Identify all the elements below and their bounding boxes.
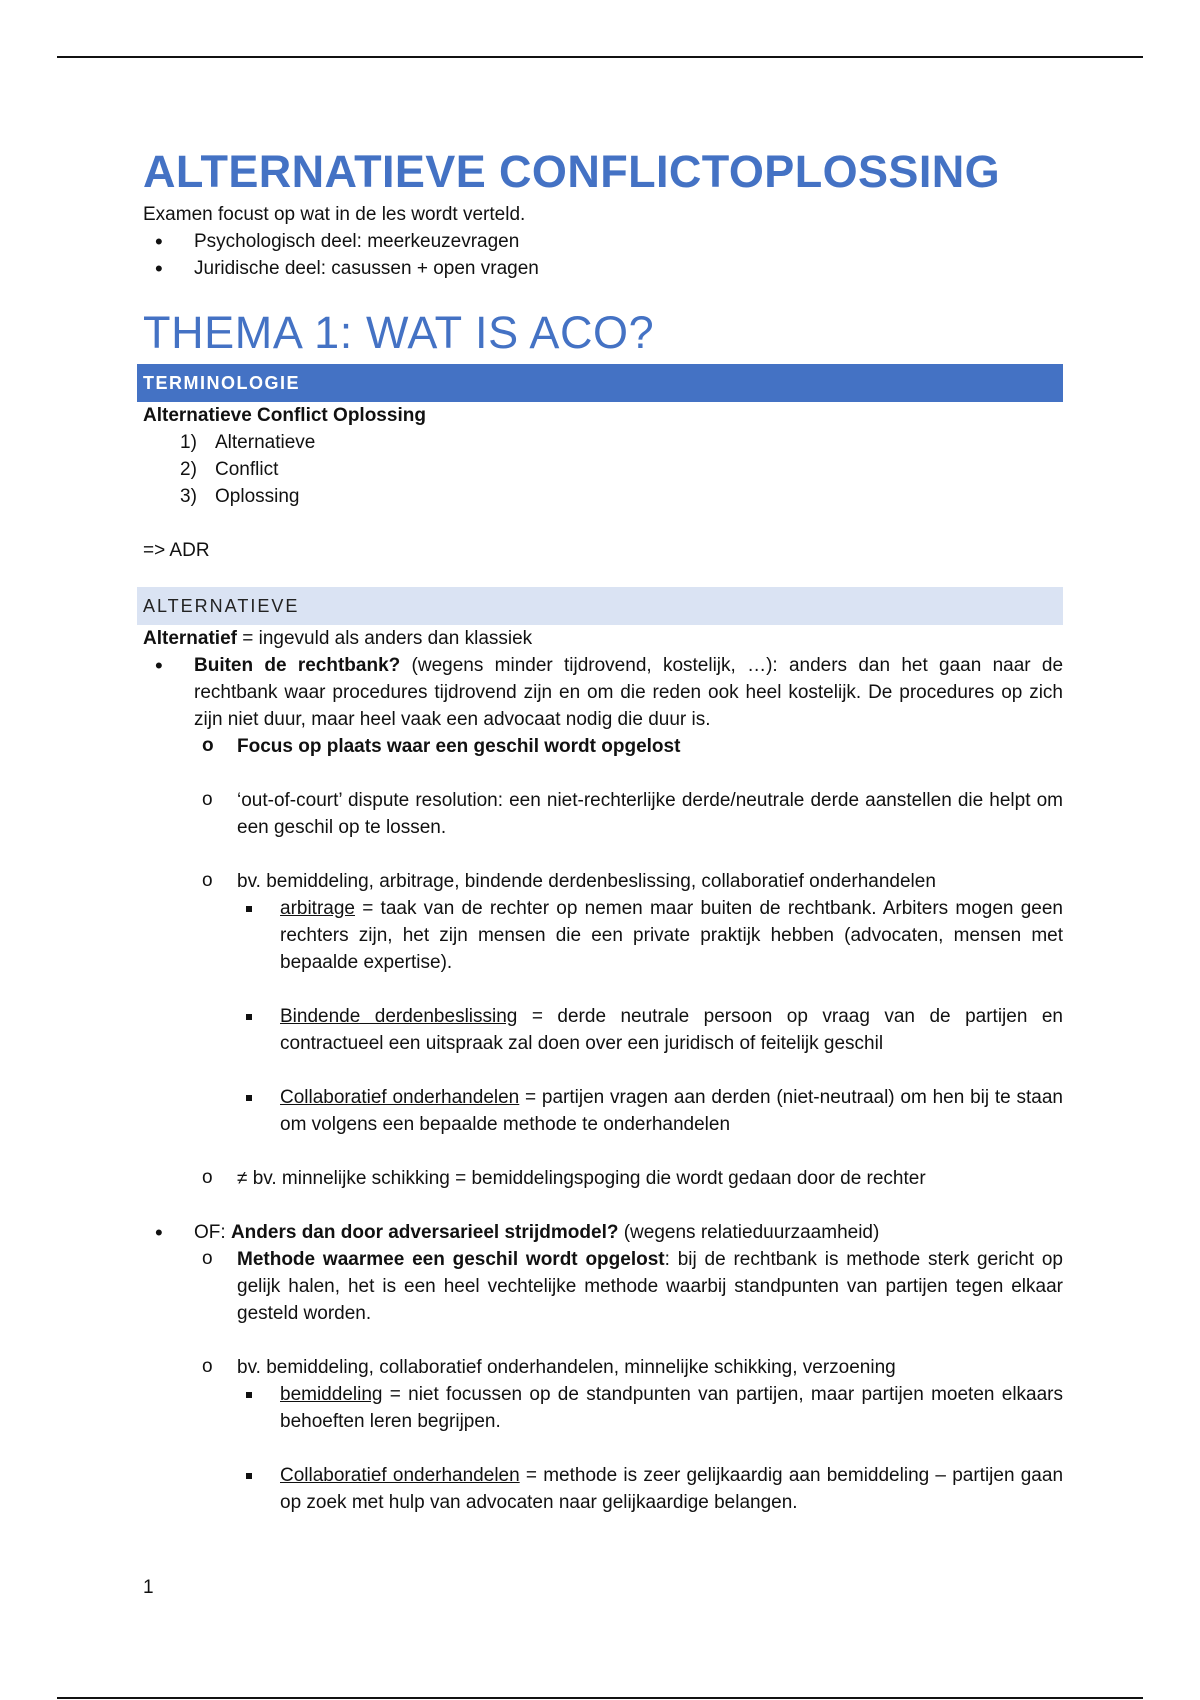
list-item: o bv. bemiddeling, collaboratief onderhandelen, minnelijke schikking, verzoening	[143, 1354, 1063, 1381]
intro-list	[143, 228, 1063, 282]
list-item: • Buiten de rechtbank? (wegens minder tijdrovend, kostelijk, …): anders dan het gaan naar de rechtbank waar procedures tijdrovend zijn en om die reden ook heel kostelijk. De procedures op zich zijn niet duur, maar heel vaak een advocaat nodig die duur is.	[143, 652, 1063, 733]
list-item: o ‘out-of-court’ dispute resolution: een niet-rechterlijke derde/neutrale derde aanstellen die helpt om een geschil op te lossen.	[143, 787, 1063, 841]
list-item: 3) Oplossing	[180, 486, 300, 507]
top-rule	[57, 56, 1143, 58]
alternatieve-list	[143, 652, 1063, 733]
list-item: o Focus op plaats waar een geschil wordt opgelost	[143, 733, 1063, 760]
list-item: • Juridische deel: casussen + open vragen	[143, 255, 1063, 282]
sublist	[143, 1165, 1063, 1192]
list-item: Collaboratief onderhandelen = methode is zeer gelijkaardig aan bemiddeling – partijen gaan op zoek met hulp van advocaten naar gelijkaardige belangen.	[143, 1462, 1063, 1516]
document-title: ALTERNATIEVE CONFLICTOPLOSSING	[143, 146, 1001, 197]
section-heading-alternatieve: ALTERNATIEVE	[137, 587, 1063, 625]
definition: Alternatief = ingevuld als anders dan klassiek	[143, 628, 533, 649]
sublist	[143, 1246, 1063, 1381]
list-item: arbitrage = taak van de rechter op nemen maar buiten de rechtbank. Arbiters mogen geen rechters zijn, het zijn mensen die een private praktijk hebben (advocaten, mensen met bepaalde expertise).	[143, 895, 1063, 976]
thema-heading: THEMA 1: WAT IS ACO?	[143, 307, 655, 358]
list-item: o bv. bemiddeling, arbitrage, bindende derdenbeslissing, collaboratief onderhandelen	[143, 868, 1063, 895]
adr-note: => ADR	[143, 540, 210, 561]
list-item: • Psychologisch deel: meerkeuzevragen	[143, 228, 1063, 255]
list-item: Bindende derdenbeslissing = derde neutrale persoon op vraag van de partijen en contractueel een uitspraak zal doen over een juridisch of feitelijk geschil	[143, 1003, 1063, 1057]
list-item: bemiddeling = niet focussen op de standpunten van partijen, maar partijen moeten elkaars behoeften leren begrijpen.	[143, 1381, 1063, 1435]
sub-sublist	[143, 1381, 1063, 1516]
term-list	[143, 429, 1063, 510]
alternatieve-list-2	[143, 1219, 1063, 1246]
page-number: 1	[143, 1577, 154, 1598]
list-item: 2) Conflict	[180, 459, 279, 480]
list-item: o ≠ bv. minnelijke schikking = bemiddelingspoging die wordt gedaan door de rechter	[143, 1165, 1063, 1192]
list-item: Collaboratief onderhandelen = partijen vragen aan derden (niet-neutraal) om hen bij te staan om volgens een bepaalde methode te onderhandelen	[143, 1084, 1063, 1138]
list-item: o Methode waarmee een geschil wordt opgelost: bij de rechtbank is methode sterk gericht op gelijk halen, het is een heel vechtelijke methode waarbij standpunten van partijen tegen elkaar gesteld worden.	[143, 1246, 1063, 1327]
intro-text: Examen focust op wat in de les wordt verteld.	[143, 204, 526, 225]
term-label: Alternatieve Conflict Oplossing	[143, 405, 426, 426]
list-item: 1) Alternatieve	[180, 432, 316, 453]
bottom-rule	[57, 1697, 1143, 1699]
list-item: • OF: Anders dan door adversarieel strijdmodel? (wegens relatieduurzaamheid)	[143, 1219, 1063, 1246]
sub-sublist	[143, 895, 1063, 1138]
section-heading-terminologie: TERMINOLOGIE	[137, 364, 1063, 402]
sublist	[143, 733, 1063, 895]
document-page	[143, 145, 1063, 1516]
